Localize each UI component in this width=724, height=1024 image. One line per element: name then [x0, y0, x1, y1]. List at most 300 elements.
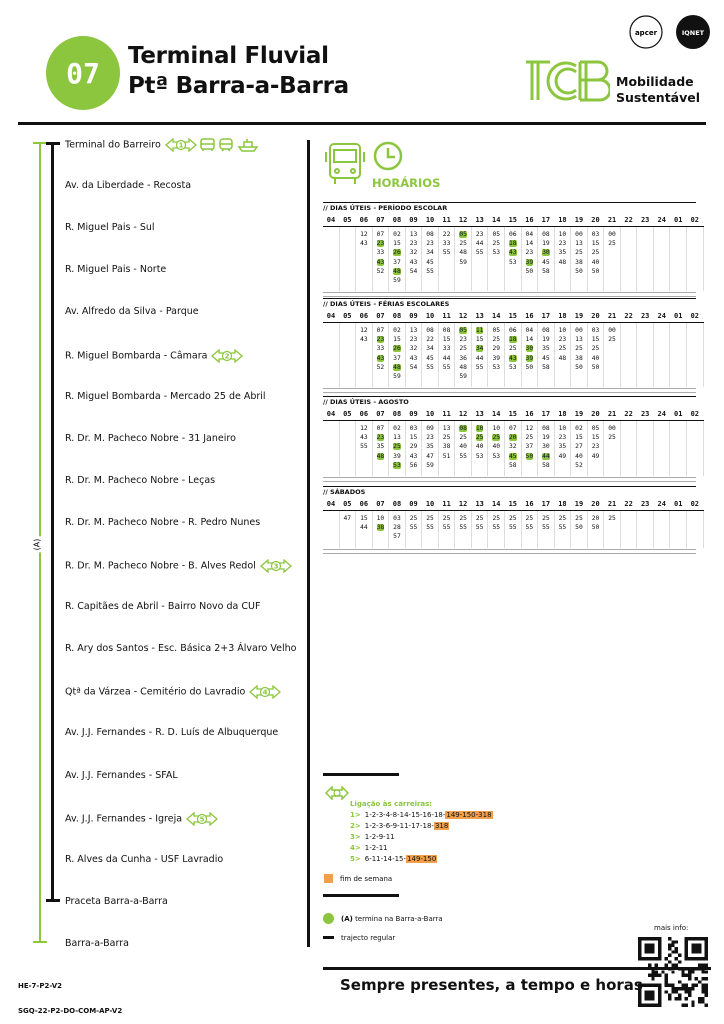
hour-minutes-cell: [637, 511, 654, 548]
departure-minute: 06: [508, 327, 517, 334]
departure-minute-highlighted: 30: [542, 249, 550, 257]
hour-header: 01: [670, 214, 687, 227]
hour-minutes-cell: [538, 323, 555, 388]
hour-header: 15: [505, 310, 522, 323]
hour-minutes-cell: [538, 511, 555, 548]
departure-minute: 25: [459, 345, 467, 353]
stop-name: R. Miguel Bombarda - Mercado 25 de Abril: [65, 390, 266, 402]
departure-minute: 44: [475, 240, 484, 248]
hour-minutes-cell: [521, 511, 538, 548]
hour-header: 14: [488, 214, 505, 227]
departure-minute: 50: [591, 524, 600, 532]
schedule-table: [323, 498, 704, 548]
hour-header: 04: [323, 408, 339, 421]
brand-tagline-2: Sustentável: [616, 90, 701, 105]
departure-minute: 25: [475, 515, 484, 522]
departure-minute: 06: [508, 231, 517, 238]
departure-minute: 13: [575, 240, 583, 248]
variant-dot-icon: [323, 913, 334, 924]
hour-minutes-cell: [356, 323, 373, 388]
connection-badge-number: 3: [273, 562, 279, 571]
hour-minutes-cell: [637, 421, 654, 477]
connection-number: 3>: [350, 833, 361, 841]
hour-minutes-cell: [471, 323, 488, 388]
departure-minute: 23: [475, 231, 484, 238]
departure-minute: 55: [426, 524, 434, 532]
route-start-tick: [33, 142, 47, 144]
departure-minute: 14: [525, 240, 534, 248]
departure-minute: 03: [591, 231, 600, 238]
departure-minute: 15: [591, 336, 600, 344]
departure-minute: 44: [475, 354, 484, 362]
hour-minutes-cell: [587, 511, 604, 548]
variant-legend-text: termina na Barra-a-Barra: [355, 915, 443, 923]
hour-minutes-cell: [670, 511, 687, 548]
stop-item: [65, 222, 155, 233]
departure-minute: 03: [393, 515, 401, 522]
hour-header: 09: [405, 214, 422, 227]
hour-header: 19: [571, 214, 588, 227]
stop-name: R. Dr. M. Pacheco Nobre - R. Pedro Nunes: [65, 516, 261, 528]
departure-minute: 59: [459, 372, 467, 380]
departure-minute-highlighted: 25: [475, 434, 484, 442]
stop-name: R. Capitães de Abril - Bairro Novo da CUF: [65, 601, 261, 613]
departure-minute: 55: [442, 249, 451, 257]
departure-minute: 29: [492, 345, 501, 353]
departure-minute: 55: [459, 452, 467, 460]
stop-item: [65, 938, 129, 949]
departure-minute: 10: [558, 231, 567, 238]
departure-minute: 43: [360, 336, 368, 344]
departure-minute: 02: [393, 425, 401, 432]
departure-minute-highlighted: 18: [508, 336, 517, 344]
column-divider: [307, 140, 310, 947]
departure-minute: 59: [426, 461, 434, 469]
stop-item: [65, 306, 199, 317]
bus-train-boat-icon: [200, 138, 258, 152]
hour-header: 20: [587, 498, 604, 511]
departure-minute: 40: [459, 443, 467, 451]
departure-minute: 59: [459, 258, 467, 266]
departure-minute: 15: [442, 336, 451, 344]
connection-number: 2>: [350, 822, 361, 830]
departure-minute: 08: [542, 231, 550, 238]
hour-minutes-cell: [422, 323, 439, 388]
departure-minute: 25: [525, 434, 534, 442]
departure-minute: 55: [475, 249, 484, 257]
departure-minute: 00: [608, 231, 616, 238]
departure-minute: 19: [542, 434, 550, 442]
departure-minute: 50: [525, 267, 534, 275]
departure-minute-highlighted: 11: [475, 327, 484, 334]
hour-minutes-cell: [571, 227, 588, 292]
hour-minutes-cell: [554, 227, 571, 292]
departure-minute: 37: [393, 258, 401, 266]
departure-minute: 15: [393, 336, 401, 344]
departure-minute: 05: [591, 425, 600, 432]
hour-minutes-cell: [488, 227, 505, 292]
connection-weekend-routes: 149-150: [407, 855, 437, 863]
hour-header: 10: [422, 408, 439, 421]
departure-minute: 50: [575, 363, 583, 371]
departure-minute-highlighted: 53: [393, 461, 401, 469]
departure-minute-highlighted: 26: [393, 249, 401, 257]
variant-route-end-tick: [33, 941, 47, 943]
hour-minutes-cell: [405, 421, 422, 477]
schedule-title: // DIAS ÚTEIS - AGOSTO: [323, 398, 409, 406]
connection-number: 1>: [350, 811, 361, 819]
departure-minute: 12: [525, 425, 534, 432]
hour-minutes-cell: [405, 227, 422, 292]
hour-minutes-cell: [604, 421, 621, 477]
departure-minute: 25: [575, 249, 583, 257]
weekend-swatch: [324, 874, 333, 883]
hour-header: 23: [637, 498, 654, 511]
hour-header: 02: [687, 214, 704, 227]
departure-minute: 55: [475, 524, 484, 532]
departure-minute: 19: [542, 240, 550, 248]
hour-minutes-cell: [372, 323, 389, 388]
departure-minute-highlighted: 34: [475, 345, 484, 353]
legend-rule: [323, 894, 399, 897]
hour-minutes-cell: [455, 227, 472, 292]
departure-minute: 23: [591, 443, 600, 451]
stop-name: Av. J.J. Fernandes - SFAL: [65, 769, 178, 781]
stop-name: R. Miguel Pais - Sul: [65, 222, 155, 234]
hour-header: 12: [455, 214, 472, 227]
hour-header: 20: [587, 408, 604, 421]
departure-minute: 53: [492, 249, 501, 257]
departure-minute: 40: [591, 258, 600, 266]
hour-minutes-cell: [323, 323, 339, 388]
schedule-bottom-rule: [323, 549, 696, 554]
hour-minutes-cell: [339, 227, 356, 292]
departure-minute: 25: [492, 240, 501, 248]
hour-minutes-cell: [488, 421, 505, 477]
departure-minute: 10: [558, 327, 567, 334]
departure-minute: 25: [575, 515, 583, 522]
hour-header: 05: [339, 408, 356, 421]
hour-minutes-cell: [323, 227, 339, 292]
departure-minute: 25: [492, 515, 501, 522]
hour-minutes-cell: [455, 323, 472, 388]
departure-minute: 35: [376, 443, 385, 451]
departure-minute: 08: [426, 327, 434, 334]
hour-minutes-cell: [521, 421, 538, 477]
departure-minute: 00: [608, 327, 616, 334]
hour-header: 15: [505, 214, 522, 227]
hour-minutes-cell: [438, 323, 455, 388]
hour-minutes-cell: [653, 511, 670, 548]
hour-minutes-cell: [389, 511, 406, 548]
hour-header: 04: [323, 214, 339, 227]
stop-name: R. Ary dos Santos - Esc. Básica 2+3 Álvaro Velho: [65, 643, 297, 655]
stop-name: Praceta Barra-a-Barra: [65, 895, 168, 907]
stop-name: R. Miguel Bombarda - Câmara: [65, 350, 208, 361]
iqnet-label: IQNET: [681, 29, 705, 37]
departure-minute: 09: [426, 425, 434, 432]
connection-badge-number: 5: [199, 815, 205, 824]
hour-header: 13: [471, 214, 488, 227]
departure-minute: 25: [442, 434, 451, 442]
departure-minute: 50: [591, 267, 600, 275]
departure-minute: 44: [442, 354, 451, 362]
departure-minute: 50: [575, 524, 583, 532]
departure-minute: 43: [360, 240, 368, 248]
schedule-title: // DIAS ÚTEIS - FÉRIAS ESCOLARES: [323, 300, 450, 308]
departure-minute: 59: [393, 372, 401, 380]
schedule-title: // DIAS ÚTEIS - PERÍODO ESCOLAR: [323, 204, 448, 212]
hour-header: 06: [356, 214, 373, 227]
hour-minutes-cell: [604, 511, 621, 548]
departure-minute: 45: [426, 258, 434, 266]
hour-header: 09: [405, 408, 422, 421]
legend-rule: [323, 773, 399, 776]
departure-minute: 03: [409, 425, 418, 432]
departure-minute: 33: [376, 345, 385, 353]
hour-header: 02: [687, 408, 704, 421]
schedule-rule: [323, 202, 696, 203]
schedule-rule: [323, 486, 696, 487]
stop-item: [65, 812, 218, 826]
departure-minute: 55: [442, 524, 451, 532]
connection-line: [350, 833, 395, 841]
hour-header: 06: [356, 408, 373, 421]
departure-minute: 13: [442, 425, 451, 432]
hour-header: 22: [620, 214, 637, 227]
hour-header: 19: [571, 498, 588, 511]
connection-badge-number: 1: [178, 141, 184, 150]
iqnet-certification-icon: [675, 14, 711, 50]
departure-minute-highlighted: 43: [376, 258, 385, 266]
departure-minute-highlighted: 08: [459, 425, 467, 432]
hour-minutes-cell: [505, 511, 522, 548]
stop-name: Qtª da Várzea - Cemitério do Lavradio: [65, 686, 246, 698]
departure-minute: 58: [542, 461, 550, 469]
stop-item: [65, 685, 281, 699]
hour-header: 14: [488, 408, 505, 421]
hour-header: 02: [687, 310, 704, 323]
qr-code-icon[interactable]: [638, 937, 708, 1007]
hour-header: 21: [604, 408, 621, 421]
departure-minute: 48: [558, 354, 567, 362]
departure-minute: 23: [558, 240, 567, 248]
departure-minute: 40: [475, 443, 484, 451]
hour-minutes-cell: [438, 421, 455, 477]
departure-minute: 15: [393, 240, 401, 248]
hour-header: 24: [653, 310, 670, 323]
hour-minutes-cell: [471, 421, 488, 477]
hour-header: 02: [687, 498, 704, 511]
hour-header: 11: [438, 310, 455, 323]
stop-item: [65, 854, 223, 865]
departure-minute: 04: [525, 327, 534, 334]
departure-minute: 53: [492, 363, 501, 371]
departure-minute: 07: [376, 327, 385, 334]
stop-name: Av. da Liberdade - Recosta: [65, 180, 192, 192]
stop-name: Av. Alfredo da Silva - Parque: [65, 306, 199, 318]
hour-minutes-cell: [505, 421, 522, 477]
hour-minutes-cell: [405, 323, 422, 388]
hour-header: 05: [339, 498, 356, 511]
hour-minutes-cell: [604, 323, 621, 388]
connection-badge-icon: [260, 559, 292, 573]
departure-minute: 15: [591, 434, 600, 442]
connection-routes: 6-11-14-15-: [364, 855, 407, 863]
departure-minute-highlighted: 18: [508, 240, 517, 248]
stop-name: R. Miguel Pais - Norte: [65, 264, 167, 276]
departure-minute: 37: [525, 443, 534, 451]
hour-minutes-cell: [356, 421, 373, 477]
hour-minutes-cell: [372, 421, 389, 477]
header-rule: [18, 122, 706, 125]
departure-minute: 12: [360, 327, 368, 334]
connection-routes: 1-2-9-11: [364, 833, 395, 841]
departure-minute: 48: [459, 249, 467, 257]
departure-minute: 05: [492, 231, 501, 238]
stop-name: R. Dr. M. Pacheco Nobre - 31 Janeiro: [65, 432, 236, 444]
departure-minute: 55: [558, 524, 567, 532]
hour-header: 13: [471, 310, 488, 323]
departure-minute: 25: [608, 434, 616, 442]
departure-minute: 58: [542, 363, 550, 371]
hour-minutes-cell: [554, 511, 571, 548]
footer-rule: [323, 967, 711, 970]
departure-minute: 32: [508, 443, 517, 451]
hour-minutes-cell: [637, 227, 654, 292]
departure-minute-highlighted: 25: [393, 443, 401, 451]
departure-minute: 54: [409, 363, 418, 371]
departure-minute: 55: [525, 524, 534, 532]
departure-minute: 43: [360, 434, 368, 442]
hour-minutes-cell: [471, 511, 488, 548]
departure-minute: 51: [442, 452, 451, 460]
hour-minutes-cell: [405, 511, 422, 548]
hour-header: 09: [405, 498, 422, 511]
departure-minute-highlighted: 30: [525, 345, 534, 353]
connection-badge-icon: [165, 138, 197, 152]
hour-header: 17: [538, 408, 555, 421]
departure-minute: 59: [393, 276, 401, 284]
hour-minutes-cell: [670, 421, 687, 477]
hour-minutes-cell: [571, 421, 588, 477]
hour-header: 21: [604, 310, 621, 323]
schedule-table: [323, 214, 704, 291]
hour-minutes-cell: [687, 421, 704, 477]
departure-minute: 29: [409, 443, 418, 451]
hour-minutes-cell: [620, 323, 637, 388]
document-code: HE-7-P2-V2: [18, 982, 63, 990]
connection-badge-icon: [186, 812, 218, 826]
departure-minute: 25: [575, 345, 583, 353]
stop-item: [65, 643, 296, 654]
departure-minute: 02: [393, 327, 401, 334]
departure-minute: 39: [492, 354, 501, 362]
departure-minute: 23: [558, 434, 567, 442]
departure-minute-highlighted: 48: [393, 267, 401, 275]
hour-minutes-cell: [339, 511, 356, 548]
departure-minute: 47: [343, 515, 352, 522]
departure-minute: 13: [409, 231, 418, 238]
apcer-certification-icon: [626, 14, 666, 50]
departure-minute: 40: [575, 452, 583, 460]
hour-minutes-cell: [571, 323, 588, 388]
departure-minute-highlighted: 43: [376, 354, 385, 362]
departure-minute: 38: [575, 258, 583, 266]
departure-minute: 34: [426, 249, 434, 257]
hour-header: 10: [422, 214, 439, 227]
hour-header: 21: [604, 214, 621, 227]
hour-header: 12: [455, 408, 472, 421]
hour-minutes-cell: [438, 511, 455, 548]
connection-arrow-icon: [325, 786, 349, 800]
departure-minute: 15: [409, 434, 418, 442]
departure-minute: 40: [492, 443, 501, 451]
regular-route-line: [51, 142, 54, 900]
hour-minutes-cell: [356, 227, 373, 292]
stop-name: R. Alves da Cunha - USF Lavradio: [65, 853, 224, 865]
hour-minutes-cell: [620, 227, 637, 292]
hour-minutes-cell: [422, 421, 439, 477]
departure-minute: 25: [542, 515, 550, 522]
departure-minute: 02: [393, 231, 401, 238]
departure-minute-highlighted: 10: [475, 425, 484, 432]
departure-minute: 50: [525, 363, 534, 371]
departure-minute: 04: [525, 231, 534, 238]
schedule-title: // SÁBADOS: [323, 488, 366, 496]
hour-minutes-cell: [521, 227, 538, 292]
hour-minutes-cell: [356, 511, 373, 548]
hour-header: 16: [521, 214, 538, 227]
departure-minute: 25: [608, 515, 616, 522]
departure-minute: 23: [558, 336, 567, 344]
hour-minutes-cell: [455, 511, 472, 548]
departure-minute: 35: [542, 345, 550, 353]
hour-header: 06: [356, 310, 373, 323]
departure-minute: 55: [426, 267, 434, 275]
stop-item: [65, 180, 191, 191]
departure-minute: 52: [376, 363, 385, 371]
weekend-label: fim de semana: [340, 875, 393, 883]
hour-header: 05: [339, 310, 356, 323]
departure-minute: 25: [608, 240, 616, 248]
hour-minutes-cell: [323, 511, 339, 548]
departure-minute: 07: [376, 231, 385, 238]
hour-minutes-cell: [339, 421, 356, 477]
departure-minute: 58: [542, 267, 550, 275]
departure-minute: 15: [575, 434, 583, 442]
departure-minute: 08: [542, 425, 550, 432]
departure-minute: 23: [426, 434, 434, 442]
connection-line: [350, 811, 493, 819]
departure-minute: 08: [442, 327, 451, 334]
departure-minute: 25: [426, 515, 434, 522]
departure-minute: 15: [360, 515, 368, 522]
departure-minute: 14: [525, 336, 534, 344]
departure-minute: 30: [542, 443, 550, 451]
departure-minute: 58: [508, 461, 517, 469]
departure-minute-highlighted: 26: [393, 345, 401, 353]
hour-header: 23: [637, 214, 654, 227]
stop-name: Av. J.J. Fernandes - Igreja: [65, 813, 183, 825]
departure-minute: 53: [508, 363, 517, 371]
departure-minute: 23: [459, 336, 467, 344]
hour-header: 11: [438, 408, 455, 421]
departure-minute: 52: [376, 267, 385, 275]
connection-number: 4>: [350, 844, 361, 852]
hour-header: 09: [405, 310, 422, 323]
departure-minute: 25: [608, 336, 616, 344]
